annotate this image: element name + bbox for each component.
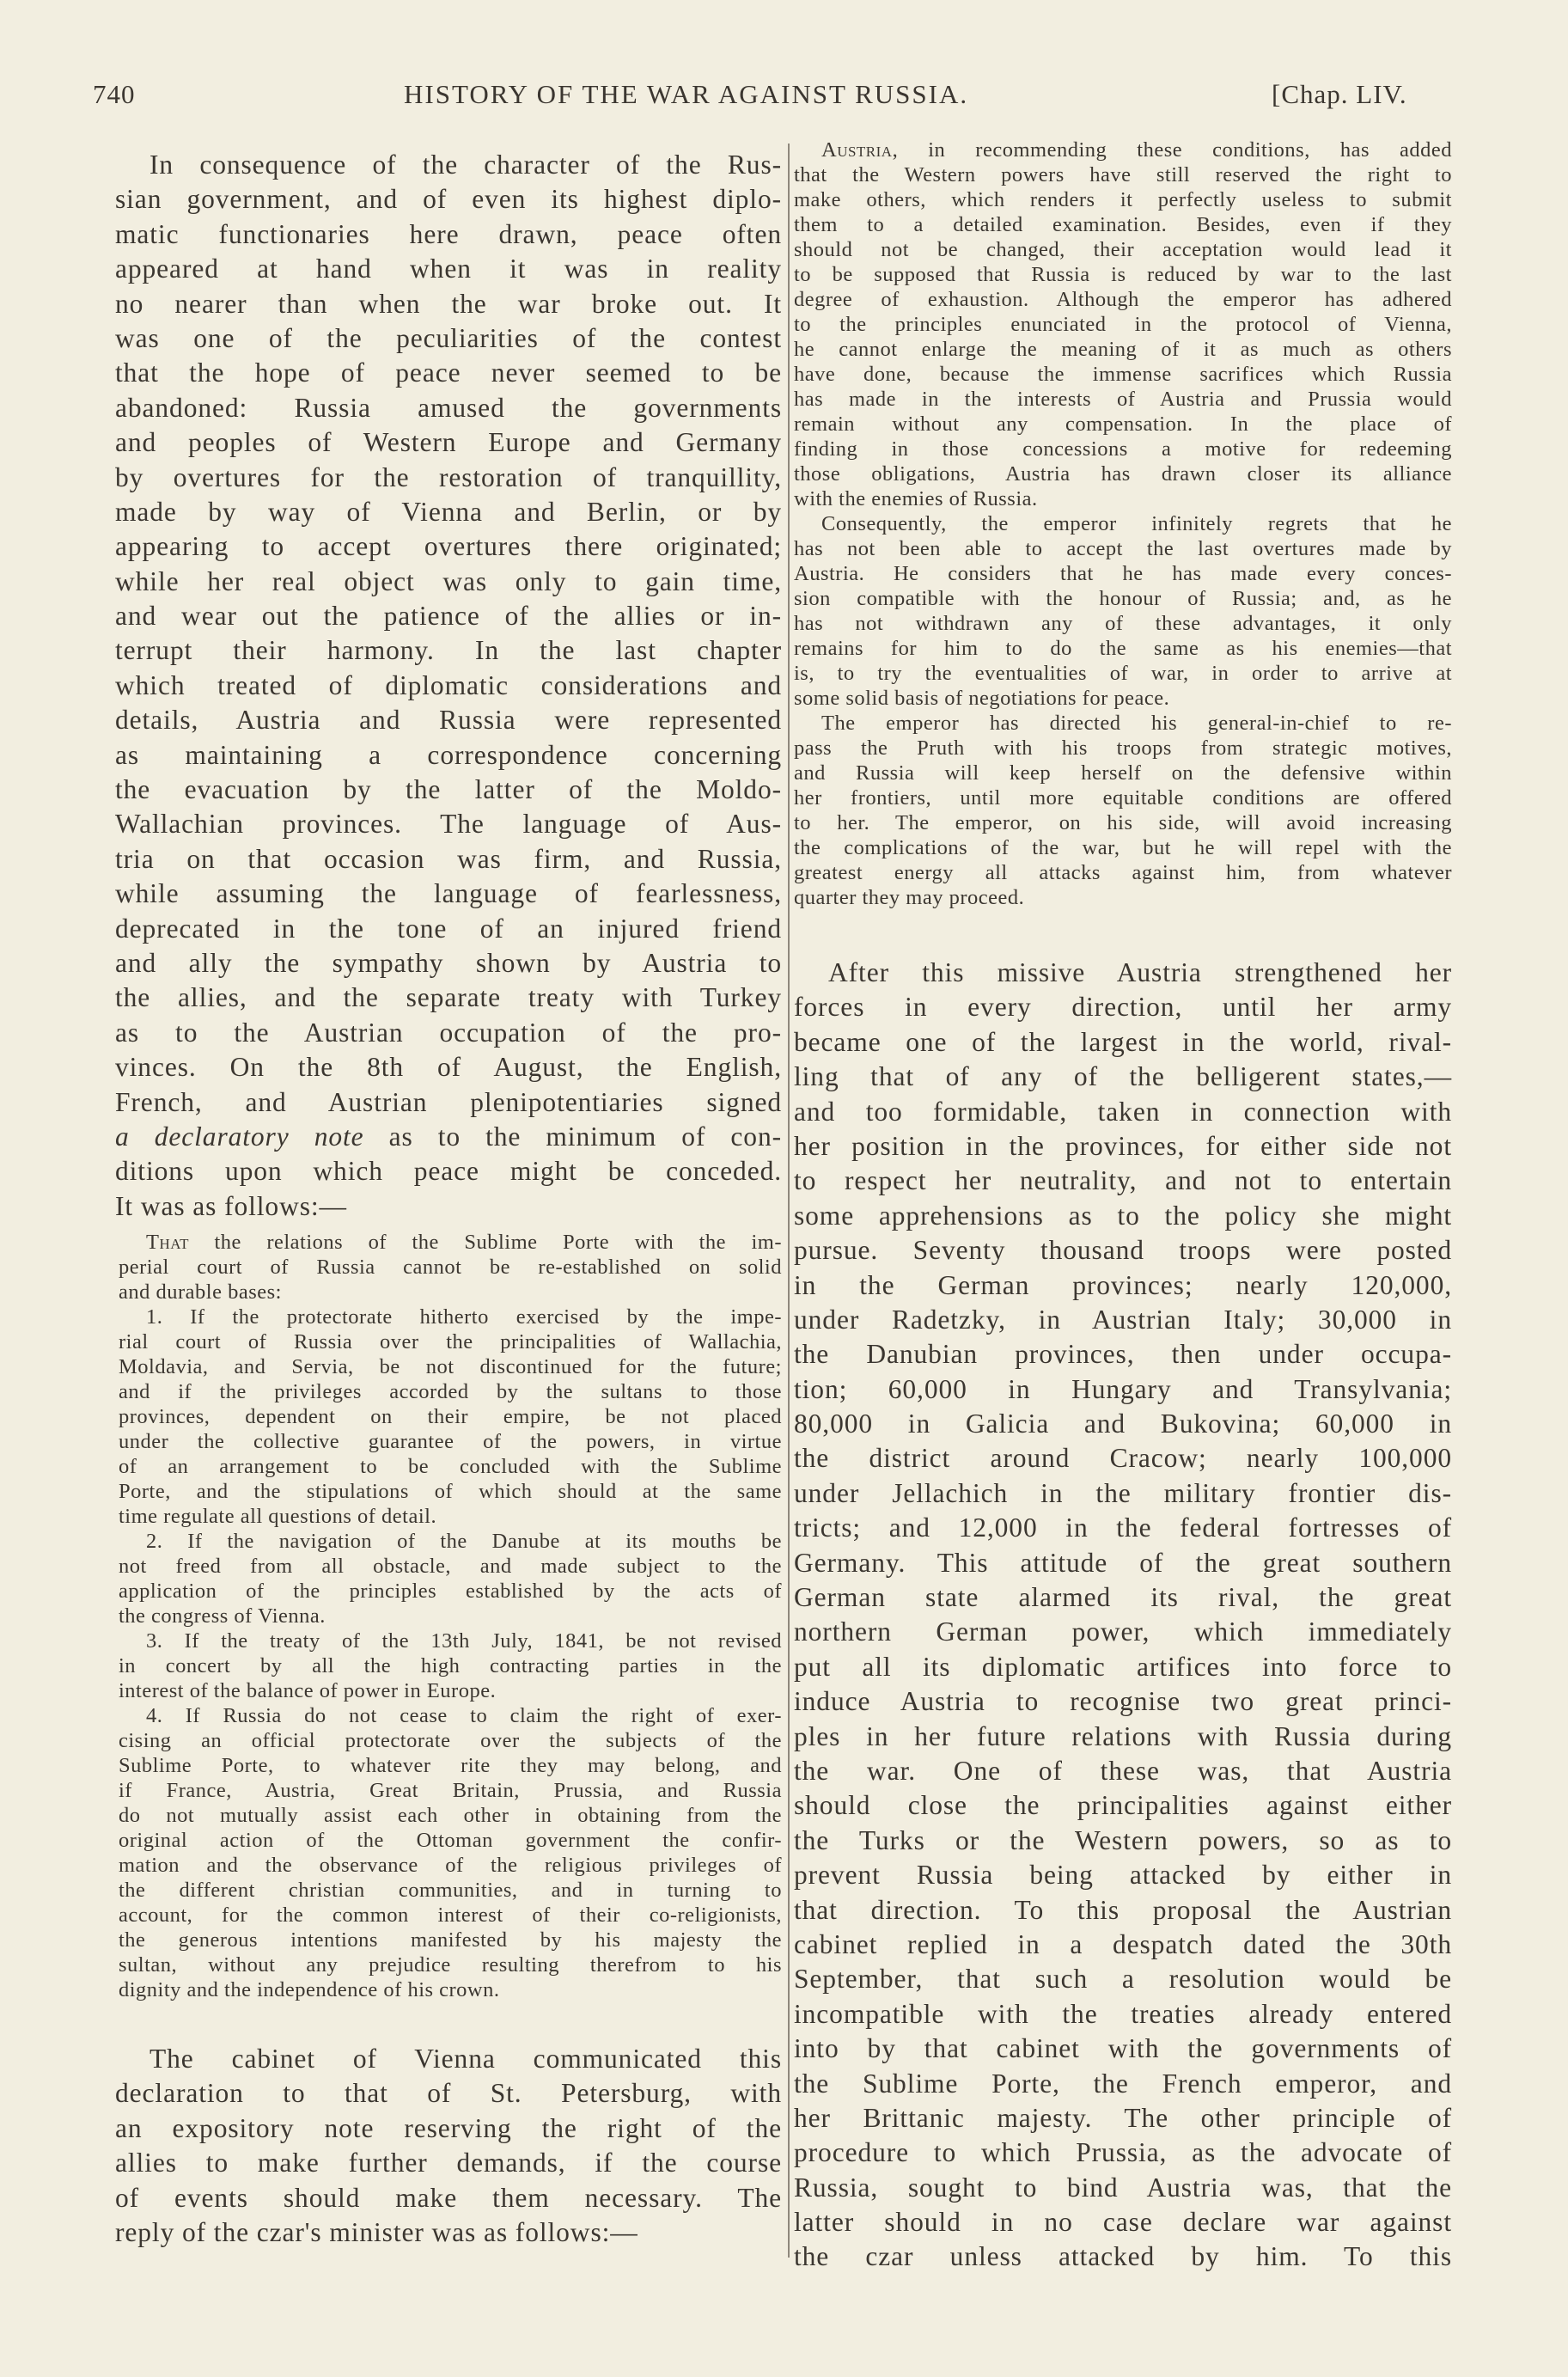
text-line: the czar unless attacked by him. To this: [794, 2241, 1452, 2272]
text-line: matic functionaries here drawn, peace often: [115, 218, 782, 249]
text-line: some apprehensions as to the policy she might: [794, 1200, 1452, 1231]
text-line: them to a detailed examination. Besides, even if they: [794, 213, 1452, 236]
text-line: to the principles enunciated in the protocol of Vienna,: [794, 313, 1452, 336]
text-segment: as to the minimum of con-: [363, 1121, 782, 1152]
text-line: details, Austria and Russia were represented: [115, 705, 782, 736]
text-line: 2. If the navigation of the Danube at its mouths be: [146, 1530, 782, 1553]
text-line: in the German provinces; nearly 120,000,: [794, 1269, 1452, 1300]
text-line: abandoned: Russia amused the governments: [115, 392, 782, 423]
text-line: while her real object was only to gain time,: [115, 565, 782, 596]
text-line: became one of the largest in the world, rival-: [794, 1026, 1452, 1057]
text-line: degree of exhaustion. Although the emperor has adhered: [794, 288, 1452, 311]
text-line: ling that of any of the belligerent states,—: [794, 1061, 1452, 1092]
text-line: finding in those concessions a motive for redeeming: [794, 437, 1452, 461]
text-line: tria on that occasion was firm, and Russia,: [115, 843, 782, 874]
text-line: into by that cabinet with the governments of: [794, 2033, 1452, 2064]
text-line: the Turks or the Western powers, so as to: [794, 1824, 1452, 1855]
text-line: the Sublime Porte, the French emperor, and: [794, 2068, 1452, 2099]
text-line: appearing to accept overtures there originated;: [115, 531, 782, 562]
text-line: if France, Austria, Great Britain, Prussia, and Russia: [119, 1779, 782, 1802]
text-line: sion compatible with the honour of Russia; and, as he: [794, 587, 1452, 610]
left-intro-paragraph: [115, 148, 782, 1224]
text-line: and Russia will keep herself on the defensive within: [794, 761, 1452, 785]
text-line: pass the Pruth with his troops from strategic motives,: [794, 736, 1452, 760]
text-line: cising an official protectorate over the subjects of the: [119, 1729, 782, 1752]
text-line: The emperor has directed his general-in-chief to re-: [821, 712, 1452, 735]
text-line: and too formidable, taken in connection with: [794, 1096, 1452, 1127]
text-line: declaration to that of St. Petersburg, with: [115, 2078, 782, 2109]
text-line: 3. If the treaty of the 13th July, 1841, be not revised: [146, 1629, 782, 1653]
text-line: the different christian communities, and in turning to: [119, 1879, 782, 1902]
text-line: that the hope of peace never seemed to be: [115, 357, 782, 388]
text-line: Sublime Porte, to whatever rite they may belong, and: [119, 1754, 782, 1777]
text-line: and durable bases:: [119, 1280, 282, 1304]
text-line: those obligations, Austria has drawn closer its alliance: [794, 462, 1452, 486]
text-line: application of the principles established by the acts of: [119, 1580, 782, 1603]
text-line: that direction. To this proposal the Austrian: [794, 1894, 1452, 1925]
text-line: French, and Austrian plenipotentiaries signed: [115, 1086, 782, 1117]
text-line: tricts; and 12,000 in the federal fortresses of: [794, 1512, 1452, 1543]
text-line: rial court of Russia over the principalities of Wallachia,: [119, 1330, 782, 1353]
running-title: HISTORY OF THE WAR AGAINST RUSSIA.: [404, 79, 969, 109]
text-line: Moldavia, and Servia, be not discontinued for the future;: [119, 1355, 782, 1378]
cabinet-paragraph: [115, 2042, 782, 2250]
text-line: allies to make further demands, if the course: [115, 2148, 782, 2178]
text-line: and wear out the patience of the allies or in-: [115, 601, 782, 632]
text-line: under Radetzky, in Austrian Italy; 30,000 in: [794, 1304, 1452, 1335]
text-line: her position in the provinces, for either side not: [794, 1130, 1452, 1161]
text-line: vinces. On the 8th of August, the English,: [115, 1052, 782, 1083]
text-line: under Jellachich in the military frontier dis-: [794, 1477, 1452, 1508]
text-line: [119, 1230, 782, 1255]
text-line: deprecated in the tone of an injured friend: [115, 913, 782, 944]
text-line: appeared at hand when it was in reality: [115, 254, 782, 284]
text-line: mation and the observance of the religious privileges of: [119, 1854, 782, 1877]
text-line: prevent Russia being attacked by either in: [794, 1860, 1452, 1891]
text-line: It was as follows:—: [115, 1190, 347, 1221]
czar-minister-reply-quote: [794, 137, 1452, 910]
text-line: September, that such a resolution would be: [794, 1964, 1452, 1995]
text-line: is, to try the eventualities of war, in order to arrive at: [794, 662, 1452, 685]
text-line: northern German power, which immediately: [794, 1616, 1452, 1647]
text-line: provinces, dependent on their empire, be not placed: [119, 1405, 782, 1428]
chapter-label: [Chap. LIV.: [1272, 79, 1407, 109]
text-line: 80,000 in Galicia and Bukovina; 60,000 in: [794, 1408, 1452, 1439]
text-line: sultan, without any prejudice resulting therefrom to his: [119, 1953, 782, 1977]
text-line: induce Austria to recognise two great princi-: [794, 1686, 1452, 1717]
text-line: Wallachian provinces. The language of Aus-: [115, 809, 782, 840]
text-line: sian government, and of even its highest diplo-: [115, 184, 782, 215]
text-line: make others, which renders it perfectly useless to submit: [794, 188, 1452, 211]
text-line: of events should make them necessary. The: [115, 2182, 782, 2213]
austria-narrative-paragraph: [794, 956, 1452, 2275]
text-line: German state alarmed its rival, the great: [794, 1582, 1452, 1613]
text-line: remain without any compensation. In the place of: [794, 412, 1452, 436]
text-segment: the relations of the Sublime Porte with the im-: [189, 1231, 782, 1254]
text-line: latter should in no case declare war against: [794, 2207, 1452, 2238]
text-line: by overtures for the restoration of tranquillity,: [115, 461, 782, 492]
text-line: 4. If Russia do not cease to claim the right of exer-: [146, 1704, 782, 1727]
text-line: put all its diplomatic artifices into force to: [794, 1651, 1452, 1682]
text-line: the congress of Vienna.: [119, 1604, 326, 1628]
text-line: greatest energy all attacks against him, from whatever: [794, 861, 1452, 884]
text-line: ples in her future relations with Russia during: [794, 1720, 1452, 1751]
text-line: has made in the interests of Austria and Prussia would: [794, 388, 1452, 411]
text-line: Consequently, the emperor infinitely regrets that he: [821, 512, 1452, 535]
text-line: Germany. This attitude of the great southern: [794, 1547, 1452, 1578]
text-line: an expository note reserving the right of the: [115, 2112, 782, 2143]
text-line: 1. If the protectorate hitherto exercised by the impe-: [146, 1305, 782, 1329]
text-line: original action of the Ottoman government the confir-: [119, 1829, 782, 1852]
text-line: Russia, sought to bind Austria was, that the: [794, 2172, 1452, 2203]
text-line: the Danubian provinces, then under occupa-: [794, 1339, 1452, 1370]
text-line: under the collective guarantee of the powers, in virtue: [119, 1430, 782, 1453]
text-line: that the Western powers have still reserved the right to: [794, 163, 1452, 186]
text-line: has not withdrawn any of these advantages, it only: [794, 612, 1452, 635]
text-line: and peoples of Western Europe and Germany: [115, 427, 782, 458]
text-line: Austria. He considers that he has made every conces-: [794, 562, 1452, 585]
text-line: In consequence of the character of the Rus-: [149, 150, 782, 180]
text-line: quarter they may proceed.: [794, 886, 1025, 909]
column-divider: [788, 144, 790, 2258]
text-line: not freed from all obstacle, and made subject to the: [119, 1555, 782, 1578]
text-line: as to the Austrian occupation of the pro-: [115, 1017, 782, 1048]
text-line: the allies, and the separate treaty with Turkey: [115, 982, 782, 1013]
text-line: should close the principalities against either: [794, 1790, 1452, 1821]
text-line: to her. The emperor, on his side, will avoid increasing: [794, 811, 1452, 834]
text-line: Porte, and the stipulations of which should at the same: [119, 1480, 782, 1503]
text-line: After this missive Austria strengthened her: [828, 957, 1452, 987]
text-line: perial court of Russia cannot be re-established on solid: [119, 1256, 782, 1279]
italic-phrase: a declaratory note: [115, 1121, 364, 1152]
text-line: [794, 137, 1452, 162]
text-line: ditions upon which peace might be conceded.: [115, 1156, 782, 1187]
text-line: which treated of diplomatic considerations and: [115, 669, 782, 700]
text-segment: , in recommending these conditions, has added: [892, 138, 1452, 162]
text-line: remains for him to do the same as his enemies—that: [794, 637, 1452, 660]
text-line: pursue. Seventy thousand troops were posted: [794, 1235, 1452, 1266]
text-line: with the enemies of Russia.: [794, 487, 1038, 510]
text-line: the generous intentions manifested by his majesty the: [119, 1928, 782, 1952]
text-line: has not been able to accept the last overtures made by: [794, 537, 1452, 560]
text-line: dignity and the independence of his crown.: [119, 1978, 500, 2001]
page-number: 740: [93, 79, 136, 109]
text-line: made by way of Vienna and Berlin, or by: [115, 496, 782, 527]
declaratory-note-quote: [119, 1230, 782, 2002]
text-line: interest of the balance of power in Europe.: [119, 1679, 497, 1702]
text-line: procedure to which Prussia, as the advocate of: [794, 2137, 1452, 2168]
text-line: do not mutually assist each other in obtaining from the: [119, 1804, 782, 1827]
text-line: should not be changed, their acceptation would lead it: [794, 238, 1452, 261]
text-line: no nearer than when the war broke out. It: [115, 288, 782, 319]
text-line: to respect her neutrality, and not to entertain: [794, 1165, 1452, 1196]
text-line: and if the privileges accorded by the sultans to those: [119, 1380, 782, 1403]
text-line: reply of the czar's minister was as follows:—: [115, 2216, 638, 2247]
text-line: the complications of the war, but he will repel with the: [794, 836, 1452, 859]
text-line: time regulate all questions of detail.: [119, 1505, 437, 1528]
text-line: The cabinet of Vienna communicated this: [149, 2044, 782, 2074]
text-line: the district around Cracow; nearly 100,000: [794, 1443, 1452, 1474]
small-caps-word: That: [146, 1231, 190, 1254]
text-line: while assuming the language of fearlessness,: [115, 878, 782, 909]
text-line: and ally the sympathy shown by Austria to: [115, 947, 782, 978]
text-line: to be supposed that Russia is reduced by war to the last: [794, 263, 1452, 286]
text-line: incompatible with the treaties already entered: [794, 1998, 1452, 2029]
text-line: some solid basis of negotiations for peace.: [794, 687, 1170, 710]
text-line: have done, because the immense sacrifices which Russia: [794, 363, 1452, 386]
text-line: her Brittanic majesty. The other principle of: [794, 2102, 1452, 2133]
text-line: tion; 60,000 in Hungary and Transylvania;: [794, 1373, 1452, 1404]
text-line: he cannot enlarge the meaning of it as much as others: [794, 338, 1452, 361]
text-line: [115, 1120, 782, 1154]
text-line: terrupt their harmony. In the last chapter: [115, 635, 782, 666]
text-line: forces in every direction, until her army: [794, 992, 1452, 1023]
text-line: as maintaining a correspondence concerning: [115, 739, 782, 770]
text-line: the war. One of these was, that Austria: [794, 1755, 1452, 1786]
text-line: the evacuation by the latter of the Moldo-: [115, 774, 782, 805]
text-line: account, for the common interest of their co-religionists,: [119, 1903, 782, 1927]
text-line: in concert by all the high contracting parties in the: [119, 1654, 782, 1677]
text-line: of an arrangement to be concluded with the Sublime: [119, 1455, 782, 1478]
text-line: her frontiers, until more equitable conditions are offered: [794, 786, 1452, 810]
small-caps-word: Austria: [821, 138, 893, 162]
text-line: cabinet replied in a despatch dated the 30th: [794, 1928, 1452, 1959]
text-line: was one of the peculiarities of the contest: [115, 322, 782, 353]
